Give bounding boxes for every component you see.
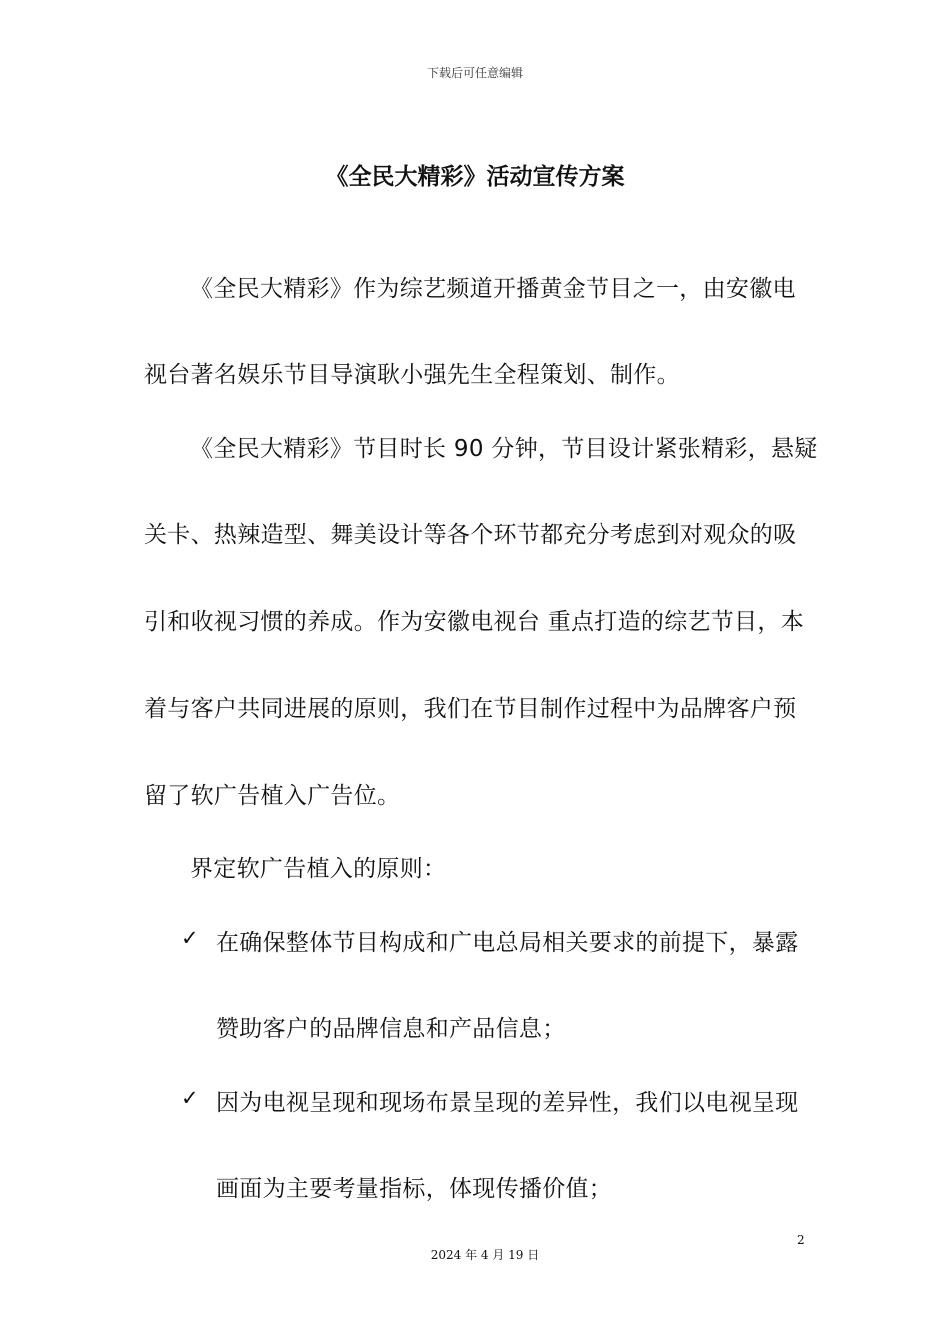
principles-heading: 界定软广告植入的原则： xyxy=(190,856,447,882)
paragraph-1-line-2: 视台著名娱乐节目导演耿小强先生全程策划、制作。 xyxy=(144,362,680,388)
bullet-1-line-2: 赞助客户的品牌信息和产品信息； xyxy=(216,1016,566,1042)
document-title: 《全民大精彩》活动宣传方案 xyxy=(325,164,625,190)
check-icon: ✓ xyxy=(181,1086,199,1110)
page-number: 2 xyxy=(797,1233,805,1247)
paragraph-1-line-1: 《全民大精彩》作为综艺频道开播黄金节目之一，由安徽电 xyxy=(190,276,796,302)
page-header: 下载后可任意编辑 xyxy=(426,66,523,80)
paragraph-2-line-1: 《全民大精彩》节目时长 90 分钟，节目设计紧张精彩，悬疑 xyxy=(190,436,818,462)
paragraph-2-line-2: 关卡、热辣造型、舞美设计等各个环节都充分考虑到对观众的吸 xyxy=(144,522,797,548)
bullet-2-line-2: 画面为主要考量指标，体现传播价值； xyxy=(216,1176,613,1202)
page-footer-date: 2024 年 4 月 19 日 xyxy=(430,1248,540,1262)
paragraph-2-line-5: 留了软广告植入广告位。 xyxy=(144,783,401,809)
bullet-2-line-1: 因为电视呈现和现场布景呈现的差异性，我们以电视呈现 xyxy=(216,1090,799,1116)
paragraph-2-line-3: 引和收视习惯的养成。作为安徽电视台 重点打造的综艺节目，本 xyxy=(144,609,805,635)
check-icon: ✓ xyxy=(181,926,199,950)
bullet-1-line-1: 在确保整体节目构成和广电总局相关要求的前提下，暴露 xyxy=(216,930,799,956)
paragraph-2-line-4: 着与客户共同进展的原则，我们在节目制作过程中为品牌客户预 xyxy=(144,696,797,722)
